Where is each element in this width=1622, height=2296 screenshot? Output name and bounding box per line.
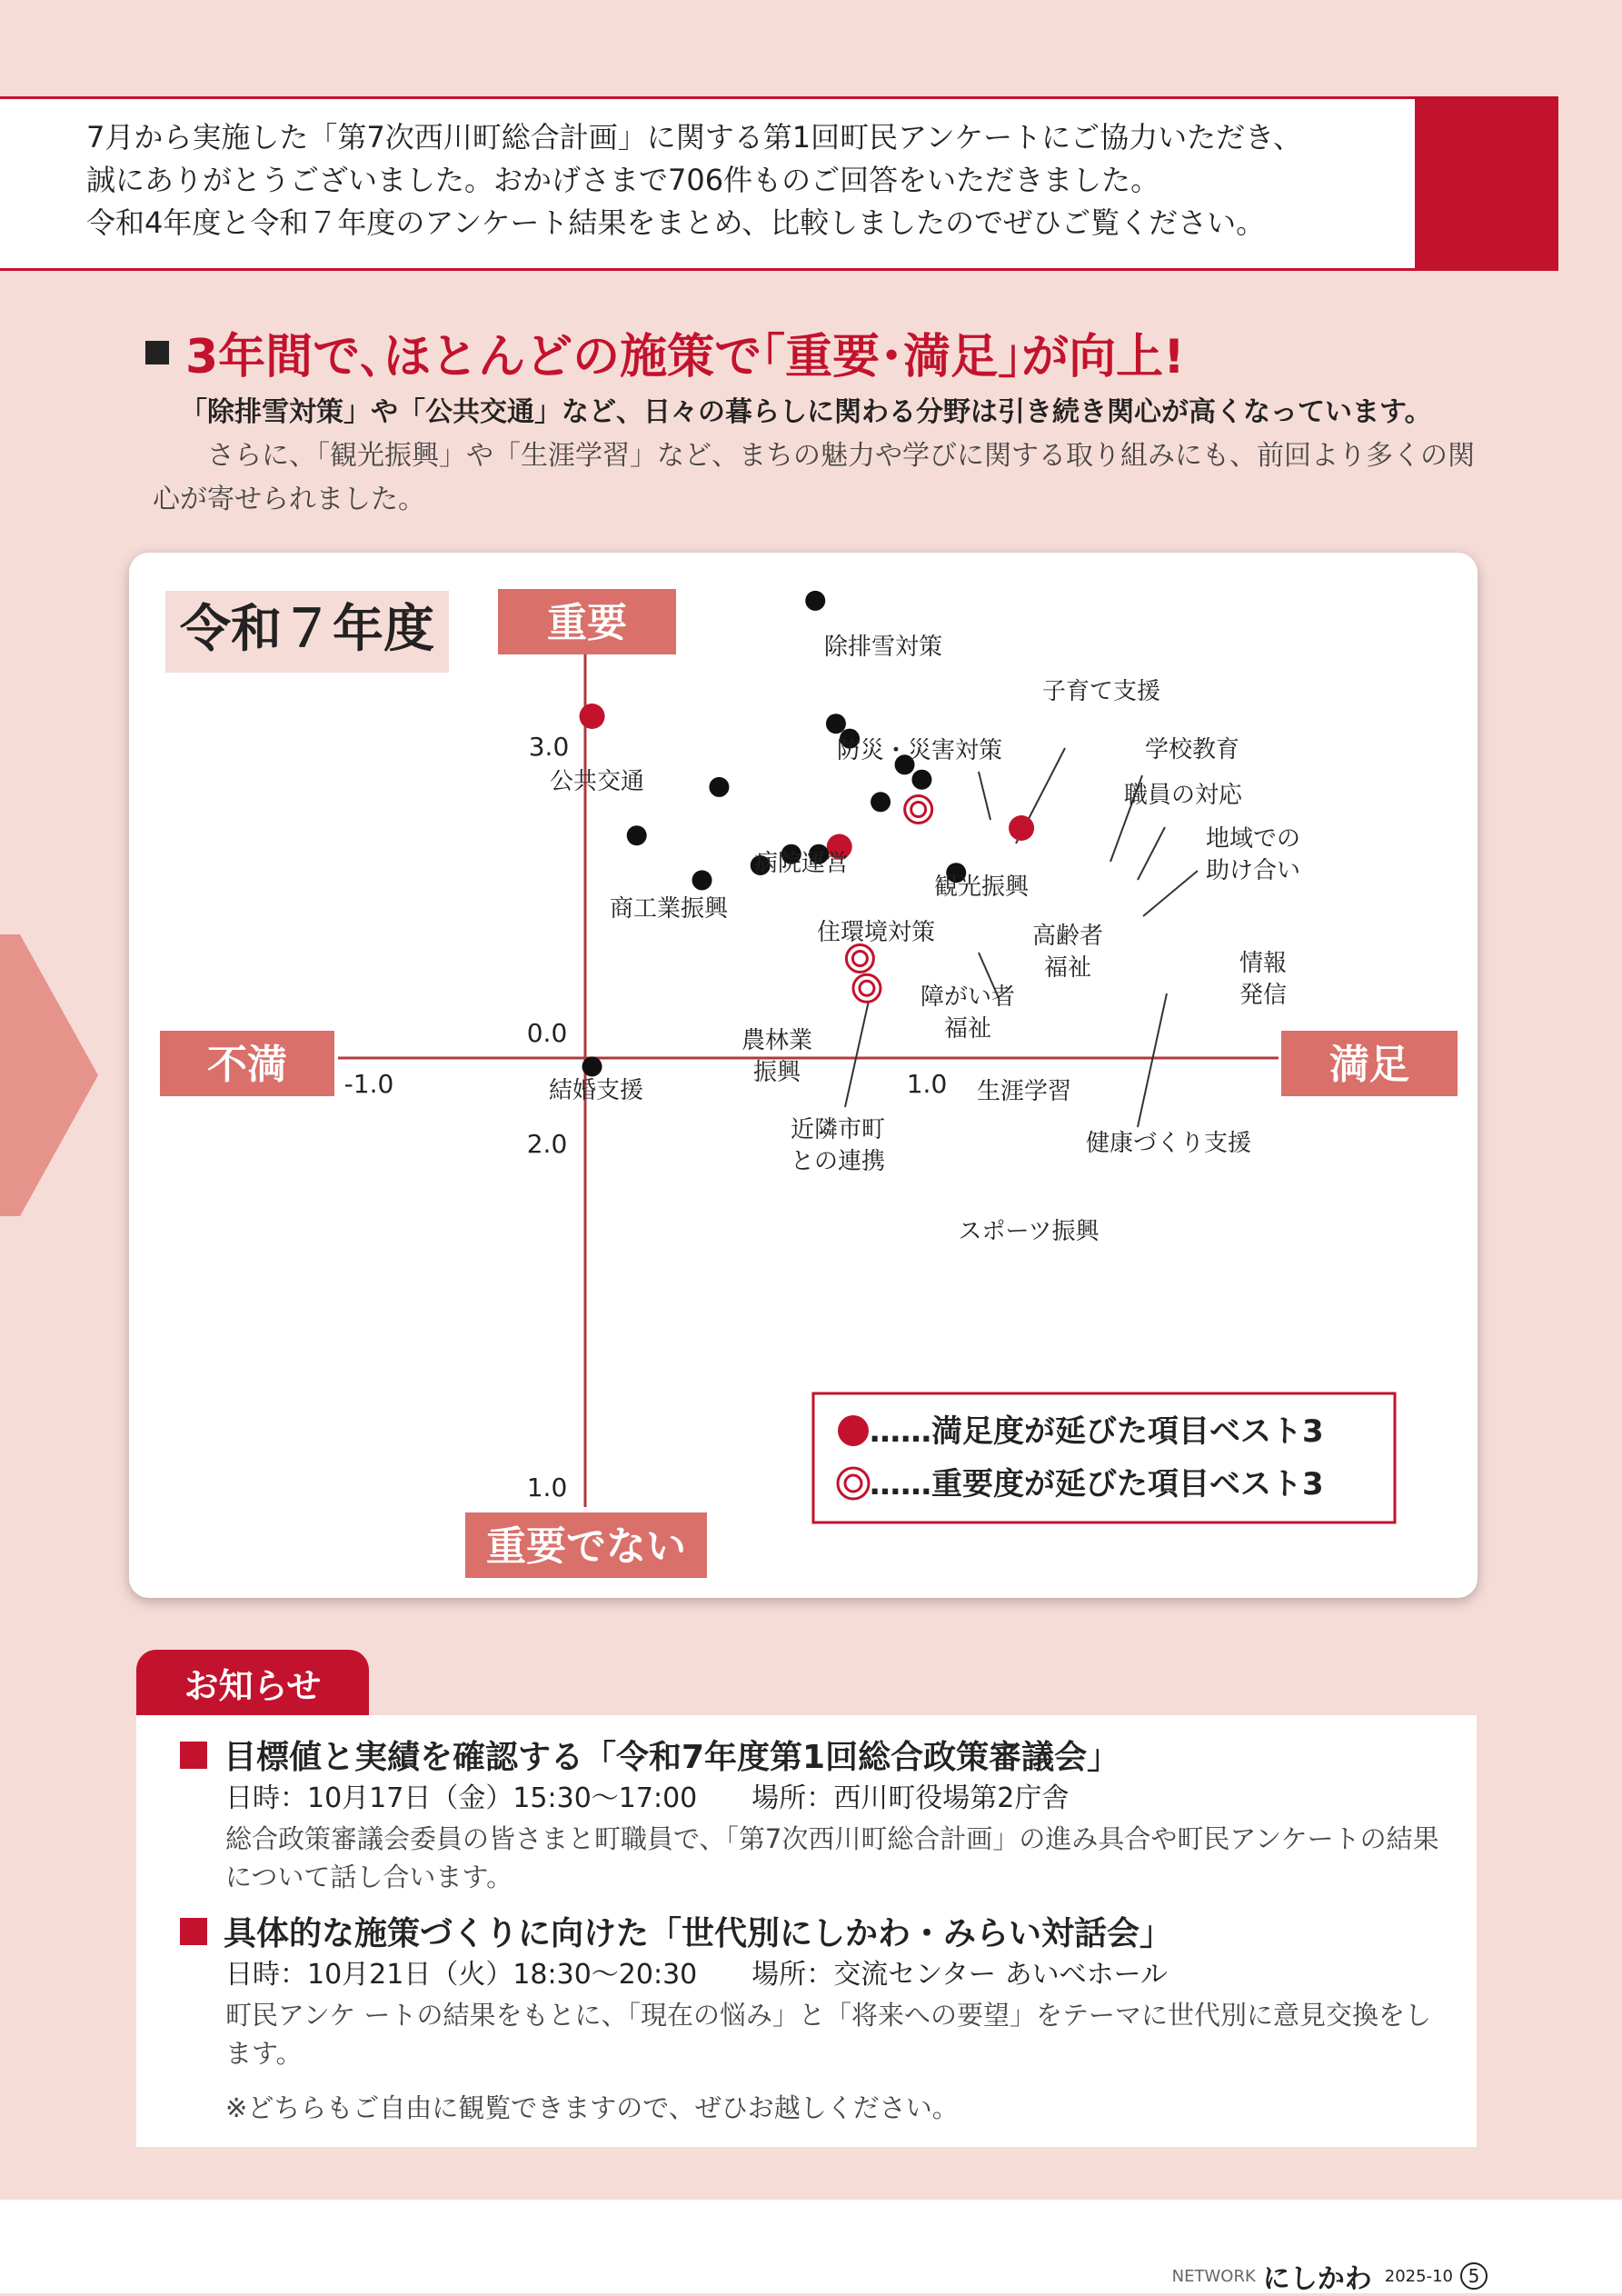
legend-filled-label: ……満足度が延びた項目ベスト3: [870, 1413, 1324, 1450]
point-label-shogaisha-2: 福祉: [943, 1015, 992, 1043]
tick-label-origin: 0.0: [526, 1018, 568, 1048]
intro-text: [86, 116, 1413, 245]
point-2-marker: [826, 714, 846, 734]
intro-line: 誠にありがとうございました。おかげさまで706件ものご回答をいただきました。: [86, 163, 1160, 197]
point-label-bousai: 防災・災害対策: [836, 737, 1003, 764]
intro-line: 7月から実施した「第7次西川町総合計画」に関する第1回町民アンケートにご協力いただき、: [86, 120, 1302, 155]
point-label-chiiki-2: 助け合い: [1205, 857, 1301, 884]
notice-schedule: 日時：10月21日（火）18:30〜20:30 場所：交流センター あいべホール: [225, 1959, 1168, 1991]
point-label-kokyo: 公共交通: [549, 768, 645, 795]
notice-title: 具体的な施策づくりに向けた「世代別にしかわ・みらい対話会」: [180, 1908, 1470, 1954]
lead-text: さらに、「観光振興」や「生涯学習」など、まちの魅力や学びに関する取り組みにも、前回より多くの関心が寄せられました。: [153, 440, 1475, 515]
page-number: 5: [1460, 2262, 1488, 2290]
leader-line-shokuin: [1138, 827, 1165, 880]
lead-bold-text: 「除排雪対策」や「公共交通」など、日々の暮らしに関わる分野は引き続き関心が高くなっています。: [180, 396, 1432, 428]
notice-item: [180, 1908, 1470, 2072]
point-4-marker: [911, 770, 931, 790]
point-label-kinrin-2: との連携: [790, 1148, 886, 1175]
point-label-shogai: 生涯学習: [976, 1078, 1072, 1105]
point-label-joho-1: 情報: [1239, 950, 1288, 977]
notice-description: 総合政策審議会委員の皆さまと町職員で、「第7次西川町総合計画」の進み具合や町民アンケートの結果について話し合います。: [225, 1823, 1439, 1892]
tick-label-x-left: -1.0: [343, 1069, 394, 1099]
point-label-byoin: 病院運営: [753, 850, 850, 877]
point-label-kenko: 健康づくり支援: [1085, 1130, 1252, 1157]
intro-line: 令和4年度と令和７年度のアンケート結果をまとめ、比較しましたのでぜひご覧ください。: [86, 205, 1266, 240]
point-19-ring-outer: [853, 974, 881, 1002]
tick-label-y-mid: 2.0: [526, 1129, 568, 1159]
leader-line-kenko: [1138, 993, 1167, 1127]
point-14-marker: [692, 870, 712, 890]
point-label-sports: スポーツ振興: [958, 1218, 1100, 1245]
axis-label-bottom: 重要でない: [486, 1523, 686, 1570]
point-label-shokuin: 職員の対応: [1123, 782, 1243, 809]
leader-line-chiiki: [1143, 871, 1198, 916]
intro-accent-bar: [1418, 96, 1558, 271]
point-label-koreisha-1: 高齢者: [1031, 923, 1104, 950]
axis-label-left: 不満: [207, 1042, 287, 1088]
tick-label-x-right: 1.0: [906, 1069, 948, 1099]
notice-description: 町民アンケ ートの結果をもとに、「現在の悩み」と「将来への要望」をテーマに世代別に意見交換をします。: [225, 2000, 1431, 2069]
notice-title: 目標値と実績を確認する「令和7年度第1回総合政策審議会」: [180, 1732, 1470, 1778]
axis-label-top: 重要: [547, 600, 627, 646]
point-7-marker: [709, 777, 729, 797]
square-bullet-icon: [180, 1742, 207, 1769]
heading-text: 3年間で､ほとんどの施策で｢重要･満足｣が向上!: [185, 330, 1185, 384]
point-10-marker: [871, 792, 891, 812]
axis-label-right: 満足: [1329, 1042, 1409, 1088]
point-label-shogaisha-1: 障がい者: [920, 983, 1016, 1011]
point-label-kinrin-1: 近隣市町: [790, 1116, 886, 1143]
tick-label-y-bottom: 1.0: [526, 1472, 568, 1502]
point-5-ring-outer: [905, 796, 932, 824]
notice-tab: お知らせ: [136, 1650, 369, 1715]
point-18-ring-outer: [846, 945, 873, 973]
legend-filled-marker: [838, 1415, 869, 1446]
tick-label-y-top: 3.0: [528, 732, 570, 762]
square-bullet-icon: [180, 1918, 207, 1945]
point-13-marker: [1009, 815, 1034, 841]
year-label: 令和７年度: [180, 600, 434, 659]
point-label-jukankyo: 住環境対策: [816, 919, 936, 946]
lead-paragraph: [153, 391, 1479, 522]
footer-date: 2025-10: [1384, 2266, 1453, 2286]
point-label-kekkon: 結婚支援: [548, 1077, 644, 1104]
footer-publication-name: にしかわ: [1262, 2263, 1372, 2295]
point-label-chiiki-1: 地域での: [1205, 825, 1301, 853]
section-heading: [145, 318, 1185, 386]
point-labels: [549, 634, 1300, 1245]
point-label-noringyo-2: 振興: [752, 1059, 801, 1086]
point-8-marker: [627, 825, 647, 845]
point-label-gakko: 学校教育: [1144, 736, 1240, 764]
legend-ring-label: ……重要度が延びた項目ベスト3: [870, 1466, 1324, 1502]
notice-note: ※どちらもご自由に観覧できますので、ぜひお越しください。: [225, 2092, 959, 2123]
footer-network: NETWORK: [1171, 2266, 1256, 2286]
point-label-joho-2: 発信: [1239, 982, 1288, 1009]
notice-item: [180, 1732, 1470, 1896]
arrow-right-icon: [0, 934, 100, 1216]
notice-schedule: 日時：10月17日（金）15:30〜17:00 場所：西川町役場第2庁舎: [225, 1782, 1070, 1814]
leader-line-bousai: [979, 772, 990, 820]
point-17-marker: [582, 1056, 602, 1076]
notice-box: [136, 1715, 1477, 2147]
point-6-marker: [580, 704, 605, 729]
point-label-kosodate: 子育て支援: [1041, 678, 1161, 705]
point-label-shokogyo: 商工業振興: [609, 895, 729, 923]
scatter-chart: [129, 553, 1478, 1598]
point-0-marker: [805, 591, 825, 611]
scatter-chart-card: [129, 553, 1478, 1598]
point-label-kanko: 観光振興: [933, 873, 1030, 901]
point-label-noringyo-1: 農林業: [741, 1027, 813, 1054]
point-label-koreisha-2: 福祉: [1043, 954, 1092, 982]
footer: [1172, 2256, 1488, 2296]
point-label-josetsu: 除排雪対策: [823, 634, 943, 661]
square-bullet-icon: [145, 341, 169, 364]
